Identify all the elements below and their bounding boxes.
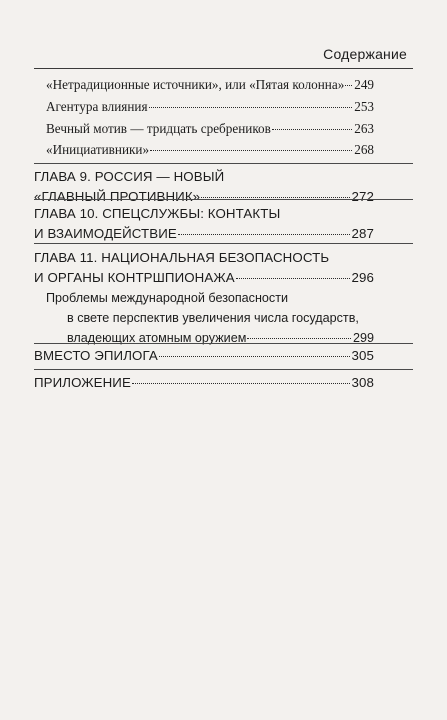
toc-page-number: 308 — [351, 375, 374, 390]
leader-dots — [159, 356, 350, 357]
toc-chapter-title: ПРИЛОЖЕНИЕ — [34, 375, 131, 390]
toc-chapter-title: ВМЕСТО ЭПИЛОГА — [34, 348, 158, 363]
toc-chapter-title-line: ГЛАВА 9. РОССИЯ — НОВЫЙ — [34, 169, 225, 184]
leader-dots — [236, 278, 350, 279]
toc-page-number: 299 — [352, 331, 374, 345]
toc-chapter-entry[interactable] — [34, 348, 374, 364]
toc-entry[interactable] — [46, 142, 374, 158]
leader-dots — [272, 129, 352, 130]
toc-chapter-entry[interactable] — [34, 375, 374, 391]
toc-page-number: 263 — [354, 121, 374, 136]
leader-dots — [345, 85, 352, 86]
section-divider — [34, 369, 413, 370]
toc-entry[interactable] — [46, 99, 374, 115]
toc-chapter-entry[interactable] — [34, 206, 374, 242]
leader-dots — [247, 338, 351, 339]
header-rule — [34, 68, 413, 69]
toc-entry-title-line: в свете перспектив увеличения числа государств, — [67, 311, 359, 325]
toc-page-number: 305 — [351, 348, 374, 363]
toc-page-number: 253 — [354, 99, 374, 114]
leader-dots — [132, 383, 350, 384]
running-header: Содержание — [323, 46, 407, 62]
leader-dots — [201, 197, 349, 198]
leader-dots — [150, 150, 352, 151]
toc-entry[interactable] — [46, 121, 374, 137]
toc-entry-title: Вечный мотив — тридцать сребреников — [46, 121, 271, 136]
leader-dots — [178, 234, 350, 235]
section-divider — [34, 243, 413, 244]
toc-chapter-title-line: И ВЗАИМОДЕЙСТВИЕ — [34, 226, 177, 241]
toc-page-number: 249 — [354, 77, 374, 92]
toc-entry-title: «Инициативники» — [46, 142, 150, 157]
toc-entry-title: «Нетрадиционные источники», или «Пятая колонна» — [46, 77, 345, 92]
leader-dots — [149, 107, 353, 108]
toc-page-number: 287 — [351, 226, 374, 241]
section-divider — [34, 199, 413, 200]
toc-entry-title: Агентура влияния — [46, 99, 148, 114]
section-divider — [34, 343, 413, 344]
toc-entry-title-line: владеющих атомным оружием — [67, 331, 247, 345]
toc-chapter-entry[interactable] — [34, 250, 374, 286]
toc-page-number: 296 — [351, 270, 374, 285]
section-divider — [34, 163, 413, 164]
toc-subsection-entry[interactable] — [46, 290, 374, 346]
toc-page-number: 272 — [351, 189, 374, 204]
toc-chapter-title-line: И ОРГАНЫ КОНТРШПИОНАЖА — [34, 270, 235, 285]
toc-page-number: 268 — [354, 142, 374, 157]
toc-chapter-title-line: ГЛАВА 11. НАЦИОНАЛЬНАЯ БЕЗОПАСНОСТЬ — [34, 250, 330, 265]
toc-entry-title-line: Проблемы международной безопасности — [46, 291, 289, 305]
toc-entry[interactable] — [46, 77, 374, 93]
toc-chapter-title-line: «ГЛАВНЫЙ ПРОТИВНИК» — [34, 189, 201, 204]
toc-chapter-title-line: ГЛАВА 10. СПЕЦСЛУЖБЫ: КОНТАКТЫ — [34, 206, 281, 221]
